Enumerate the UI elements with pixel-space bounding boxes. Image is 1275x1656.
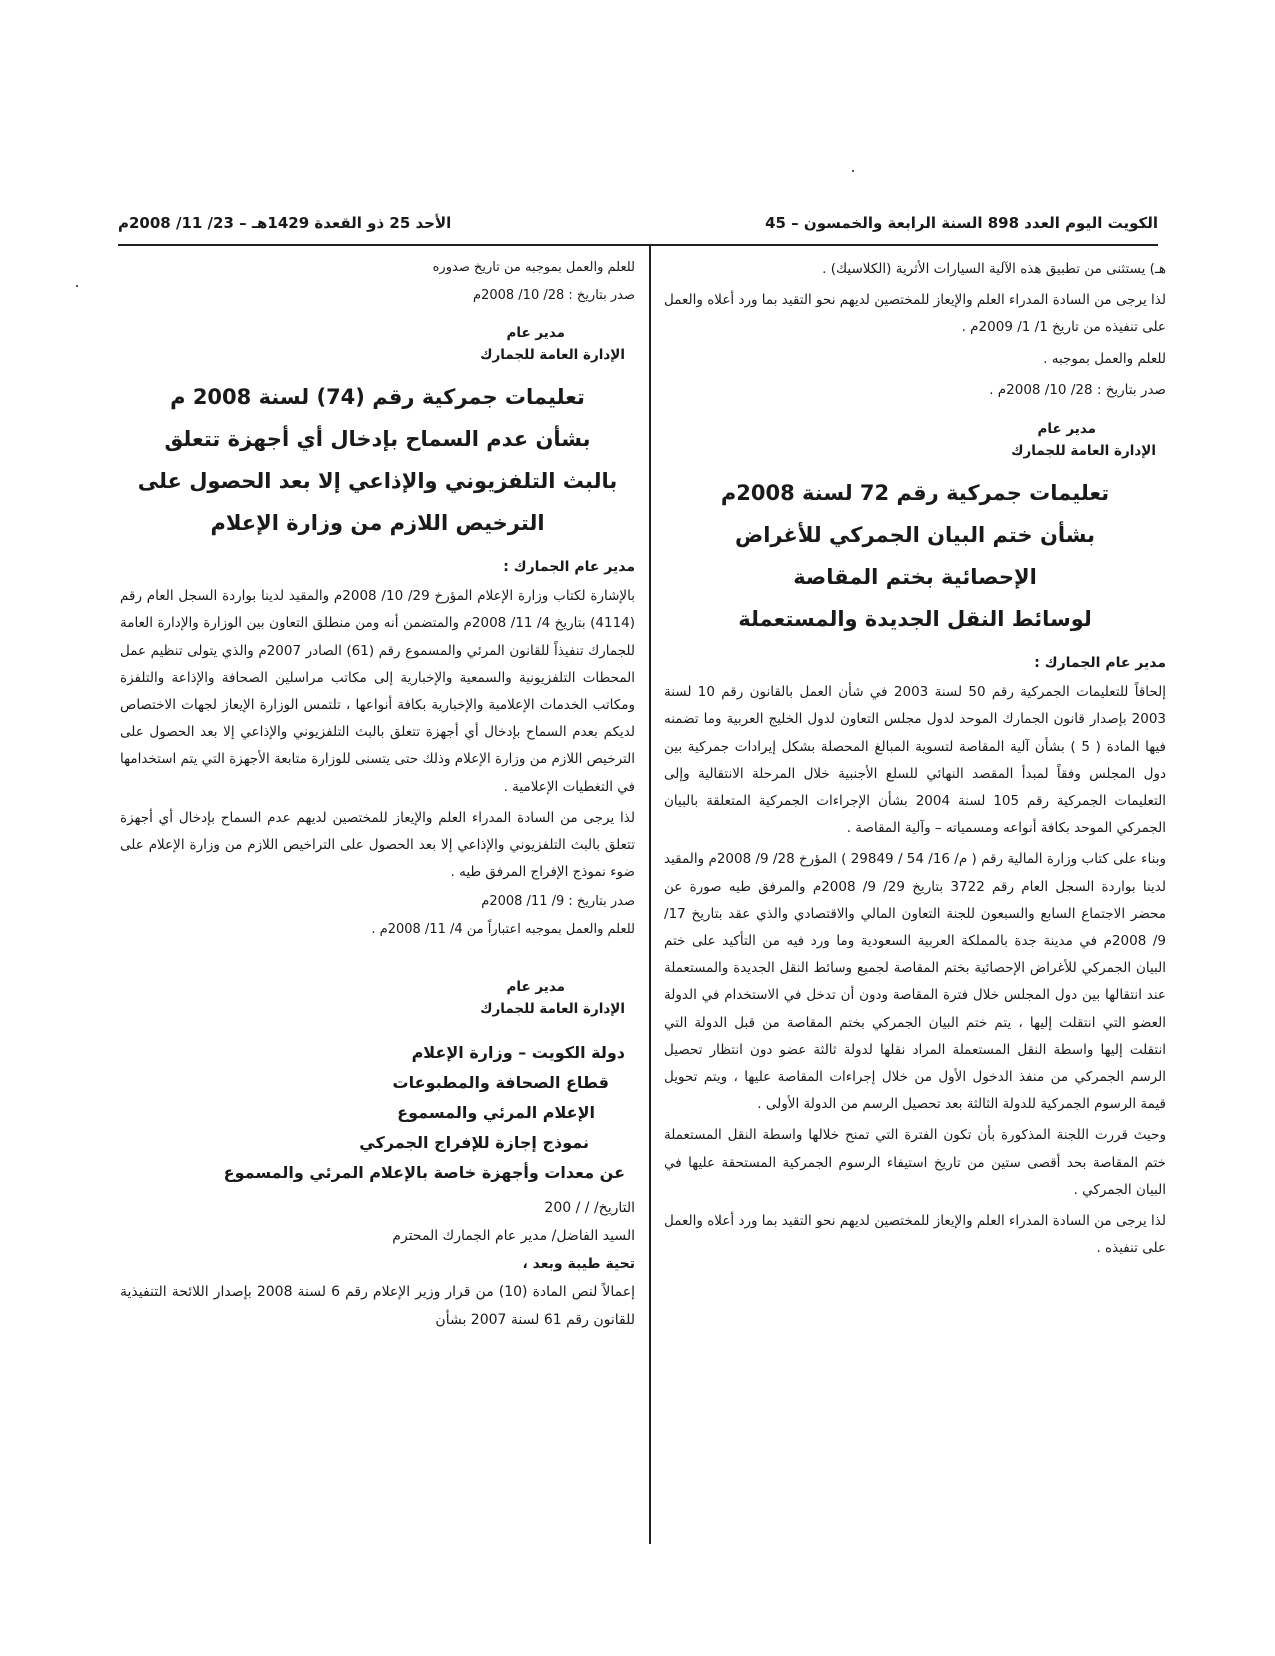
note-line: للعلم والعمل بموجبه من تاريخ صدوره <box>432 260 635 275</box>
signature-org: الإدارة العامة للجمارك <box>480 347 625 363</box>
scan-speck <box>852 170 854 172</box>
left-column <box>120 256 635 1656</box>
header-rule <box>118 244 1158 246</box>
form-lines <box>120 1194 635 1334</box>
title-line: بشأن ختم البيان الجمركي للأغراض <box>734 523 1096 548</box>
signature-title: مدير عام <box>506 325 565 341</box>
heading-line: نموذج إجازة للإفراج الجمركي <box>359 1133 589 1153</box>
issued-line: صدر بتاريخ : 9/ 11/ 2008م <box>481 894 635 910</box>
instruction-74-title <box>120 376 635 544</box>
signature-block <box>120 322 635 366</box>
form-recipient: السيد الفاضل/ مدير عام الجمارك المحترم <box>392 1228 635 1245</box>
heading-line: عن معدات وأجهزة خاصة بالإعلام المرئي والمسموع <box>223 1163 625 1183</box>
exception-paragraph: هـ) يستثنى من تطبيق هذه الآلية السيارات الأثرية (الكلاسيك) . <box>822 261 1166 277</box>
form-paragraph: إعمالاً لنص المادة (10) من قرار وزير الإعلام رقم 6 لسنة 2008 بإصدار اللائحة التنفيذية للقانون رقم 61 لسنة 2007 بشأن <box>120 1284 635 1329</box>
heading-line: قطاع الصحافة والمطبوعات <box>392 1073 609 1093</box>
body-paragraph: وبناء على كتاب وزارة المالية رقم ( م/ 16/ 54 / 29849 ) المؤرخ 28/ 9/ 2008م والمقيد لدينا بواردة السجل العام رقم 3722 بتاريخ 29/ 9/ 2008م والمرفق طيه صورة عن محضر الاجتماع السابع والسبعون للجنة التعاون المالي والاقتصادي والذي عقد بتاريخ 17/ 9/ 2008م في مدينة جدة بالمملكة العربية السعودية وما ورد فيه من التأكيد على ختم البيان الجمركي للأغراض الإحصائية بختم المقاصة لجميع وسائط النقل الجديدة والمستعملة عند انتقالها بين دول المجلس خلال فترة المقاصة ودون أن تدخل في الاستخدام في الدولة العضو التي انتقلت إليها ، يتم ختم البيان الجمركي بختم المقاصة من قبل الدولة التي انتقلت إليها واسطة النقل المستعملة المراد نقلها لدولة ثالثة عضو دون انتظار تحصيل الرسم الجمركي من منفذ الدخول الأول من خلال إجراءات المقاصة عليها ، ويتم تحويل قيمة الرسوم الجمركية للدولة الثالثة بعد تحصيل الرسم من الدولة الأولى . <box>664 851 1166 1113</box>
title-line: الإحصائية بختم المقاصة <box>793 565 1037 590</box>
addressee: مدير عام الجمارك : <box>503 559 635 575</box>
note-line: للعلم والعمل بموجبه اعتباراً من 4/ 11/ 2008م . <box>371 922 635 938</box>
heading-line: دولة الكويت – وزارة الإعلام <box>411 1043 625 1063</box>
body-paragraph: وحيث قررت اللجنة المذكورة بأن تكون الفترة التي تمنح خلالها واسطة النقل المستعملة ختم المقاصة بحد أقصى ستين من تاريخ استيفاء الرسوم الجمركية المستحقة عليها في البيان الجمركي . <box>664 1127 1166 1198</box>
instruction-72-title <box>664 472 1166 640</box>
title-line: بشأن عدم السماح بإدخال أي أجهزة تتعلق <box>164 427 591 451</box>
signature-block <box>120 976 635 1020</box>
ministry-form-heading <box>120 1038 635 1188</box>
body-paragraph: لذا يرجى من السادة المدراء العلم والإيعاز للمختصين لديهم عدم السماح بإدخال أي أجهزة تتعلق بالبث التلفزيوني والإذاعي إلا بعد الحصول على التراخيص اللازم من وزارة الإعلام على ضوء نموذج الإفراج المرفق طيه . <box>120 809 635 881</box>
title-line: تعليمات جمركية رقم (74) لسنة 2008 م <box>170 385 585 409</box>
signature-title: مدير عام <box>1037 421 1096 438</box>
title-line: لوسائط النقل الجديدة والمستعملة <box>738 607 1092 632</box>
header-issue-info: الكويت اليوم العدد 898 السنة الرابعة والخمسون – 45 <box>765 214 1158 232</box>
signature-org: الإدارة العامة للجمارك <box>480 1001 625 1018</box>
heading-line: الإعلام المرئي والمسموع <box>397 1103 595 1123</box>
scan-speck <box>76 285 78 287</box>
page-header <box>118 208 1158 238</box>
signature-org: الإدارة العامة للجمارك <box>1011 443 1156 460</box>
request-paragraph: لذا يرجى من السادة المدراء العلم والإيعاز للمختصين لديهم نحو التقيد بما ورد أعلاه والعمل على تنفيذه من تاريخ 1/ 1/ 2009م . <box>664 292 1166 336</box>
addressee: مدير عام الجمارك : <box>1034 655 1166 672</box>
title-line: بالبث التلفزيوني والإذاعي إلا بعد الحصول على <box>137 469 618 493</box>
issued-line: صدر بتاريخ : 28/ 10/ 2008م . <box>989 381 1166 398</box>
issued-line: صدر بتاريخ : 28/ 10/ 2008م <box>473 288 635 303</box>
column-divider <box>649 244 651 1544</box>
right-column <box>664 256 1166 1656</box>
title-line: تعليمات جمركية رقم 72 لسنة 2008م <box>720 481 1110 506</box>
form-date: التاريخ/ / / 200 <box>544 1200 635 1217</box>
title-line: الترخيص اللازم من وزارة الإعلام <box>210 511 545 535</box>
body-paragraph: بالإشارة لكتاب وزارة الإعلام المؤرخ 29/ 10/ 2008م والمقيد لدينا بواردة السجل العام رقم (4114) بتاريخ 4/ 11/ 2008م والمتضمن أنه ومن منطلق التعاون بين الوزارة والإدارة العامة للجمارك تنفيذاً للقانون المرئي والمسموع رقم (61) الصادر 2007م والذي يتولى تنظيم عمل المحطات التلفزيونية والسمعية والإخبارية إلى مكاتب مراسلين الصحافة والإذاعة والتلفزة ومكاتب الخدمات الإعلامية والإخبارية بكافة أنواعها ، تلتمس الوزارة الإيعاز لجهات الاختصاص لديكم بعدم السماح بإدخال أي أجهزة تتعلق بالبث التلفزيوني والإذاعي إلا بعد الحصول على الترخيص اللازم من وزارة الإعلام وذلك حتى يتسنى للوزارة متابعة الأجهزة التي يتم استخدامها في التغطيات الإعلامية . <box>120 588 635 795</box>
body-paragraph: لذا يرجى من السادة المدراء العلم والإيعاز للمختصين لديهم نحو التقيد بما ورد أعلاه والعمل على تنفيذه . <box>664 1213 1166 1257</box>
form-greeting: تحية طيبة وبعد ، <box>522 1256 635 1273</box>
signature-block <box>664 418 1166 462</box>
signature-title: مدير عام <box>506 979 565 996</box>
header-date: الأحد 25 ذو القعدة 1429هـ – 23/ 11/ 2008م <box>118 214 452 232</box>
note-line: للعلم والعمل بموجبه . <box>1043 350 1166 367</box>
body-paragraph: إلحاقاً للتعليمات الجمركية رقم 50 لسنة 2003 في شأن العمل بالقانون رقم 10 لسنة 2003 بإصدار قانون الجمارك الموحد لدول مجلس التعاون لدول الخليج العربية وما تضمنه فيها المادة ( 5 ) بشأن آلية المقاصة لتسوية المبالغ المحصلة بشكل إيرادات جمركية بين دول المجلس وفقاً لمبدأ المقصد النهائي للسلع الأجنبية خلال المرحلة الانتقالية وإلى التعليمات الجمركية رقم 105 لسنة 2004 بشأن الإجراءات الجمركية المتعلقة بالبيان الجمركي الموحد بكافة أنواعه ومسمياته – وآلية المقاصة . <box>664 684 1166 837</box>
